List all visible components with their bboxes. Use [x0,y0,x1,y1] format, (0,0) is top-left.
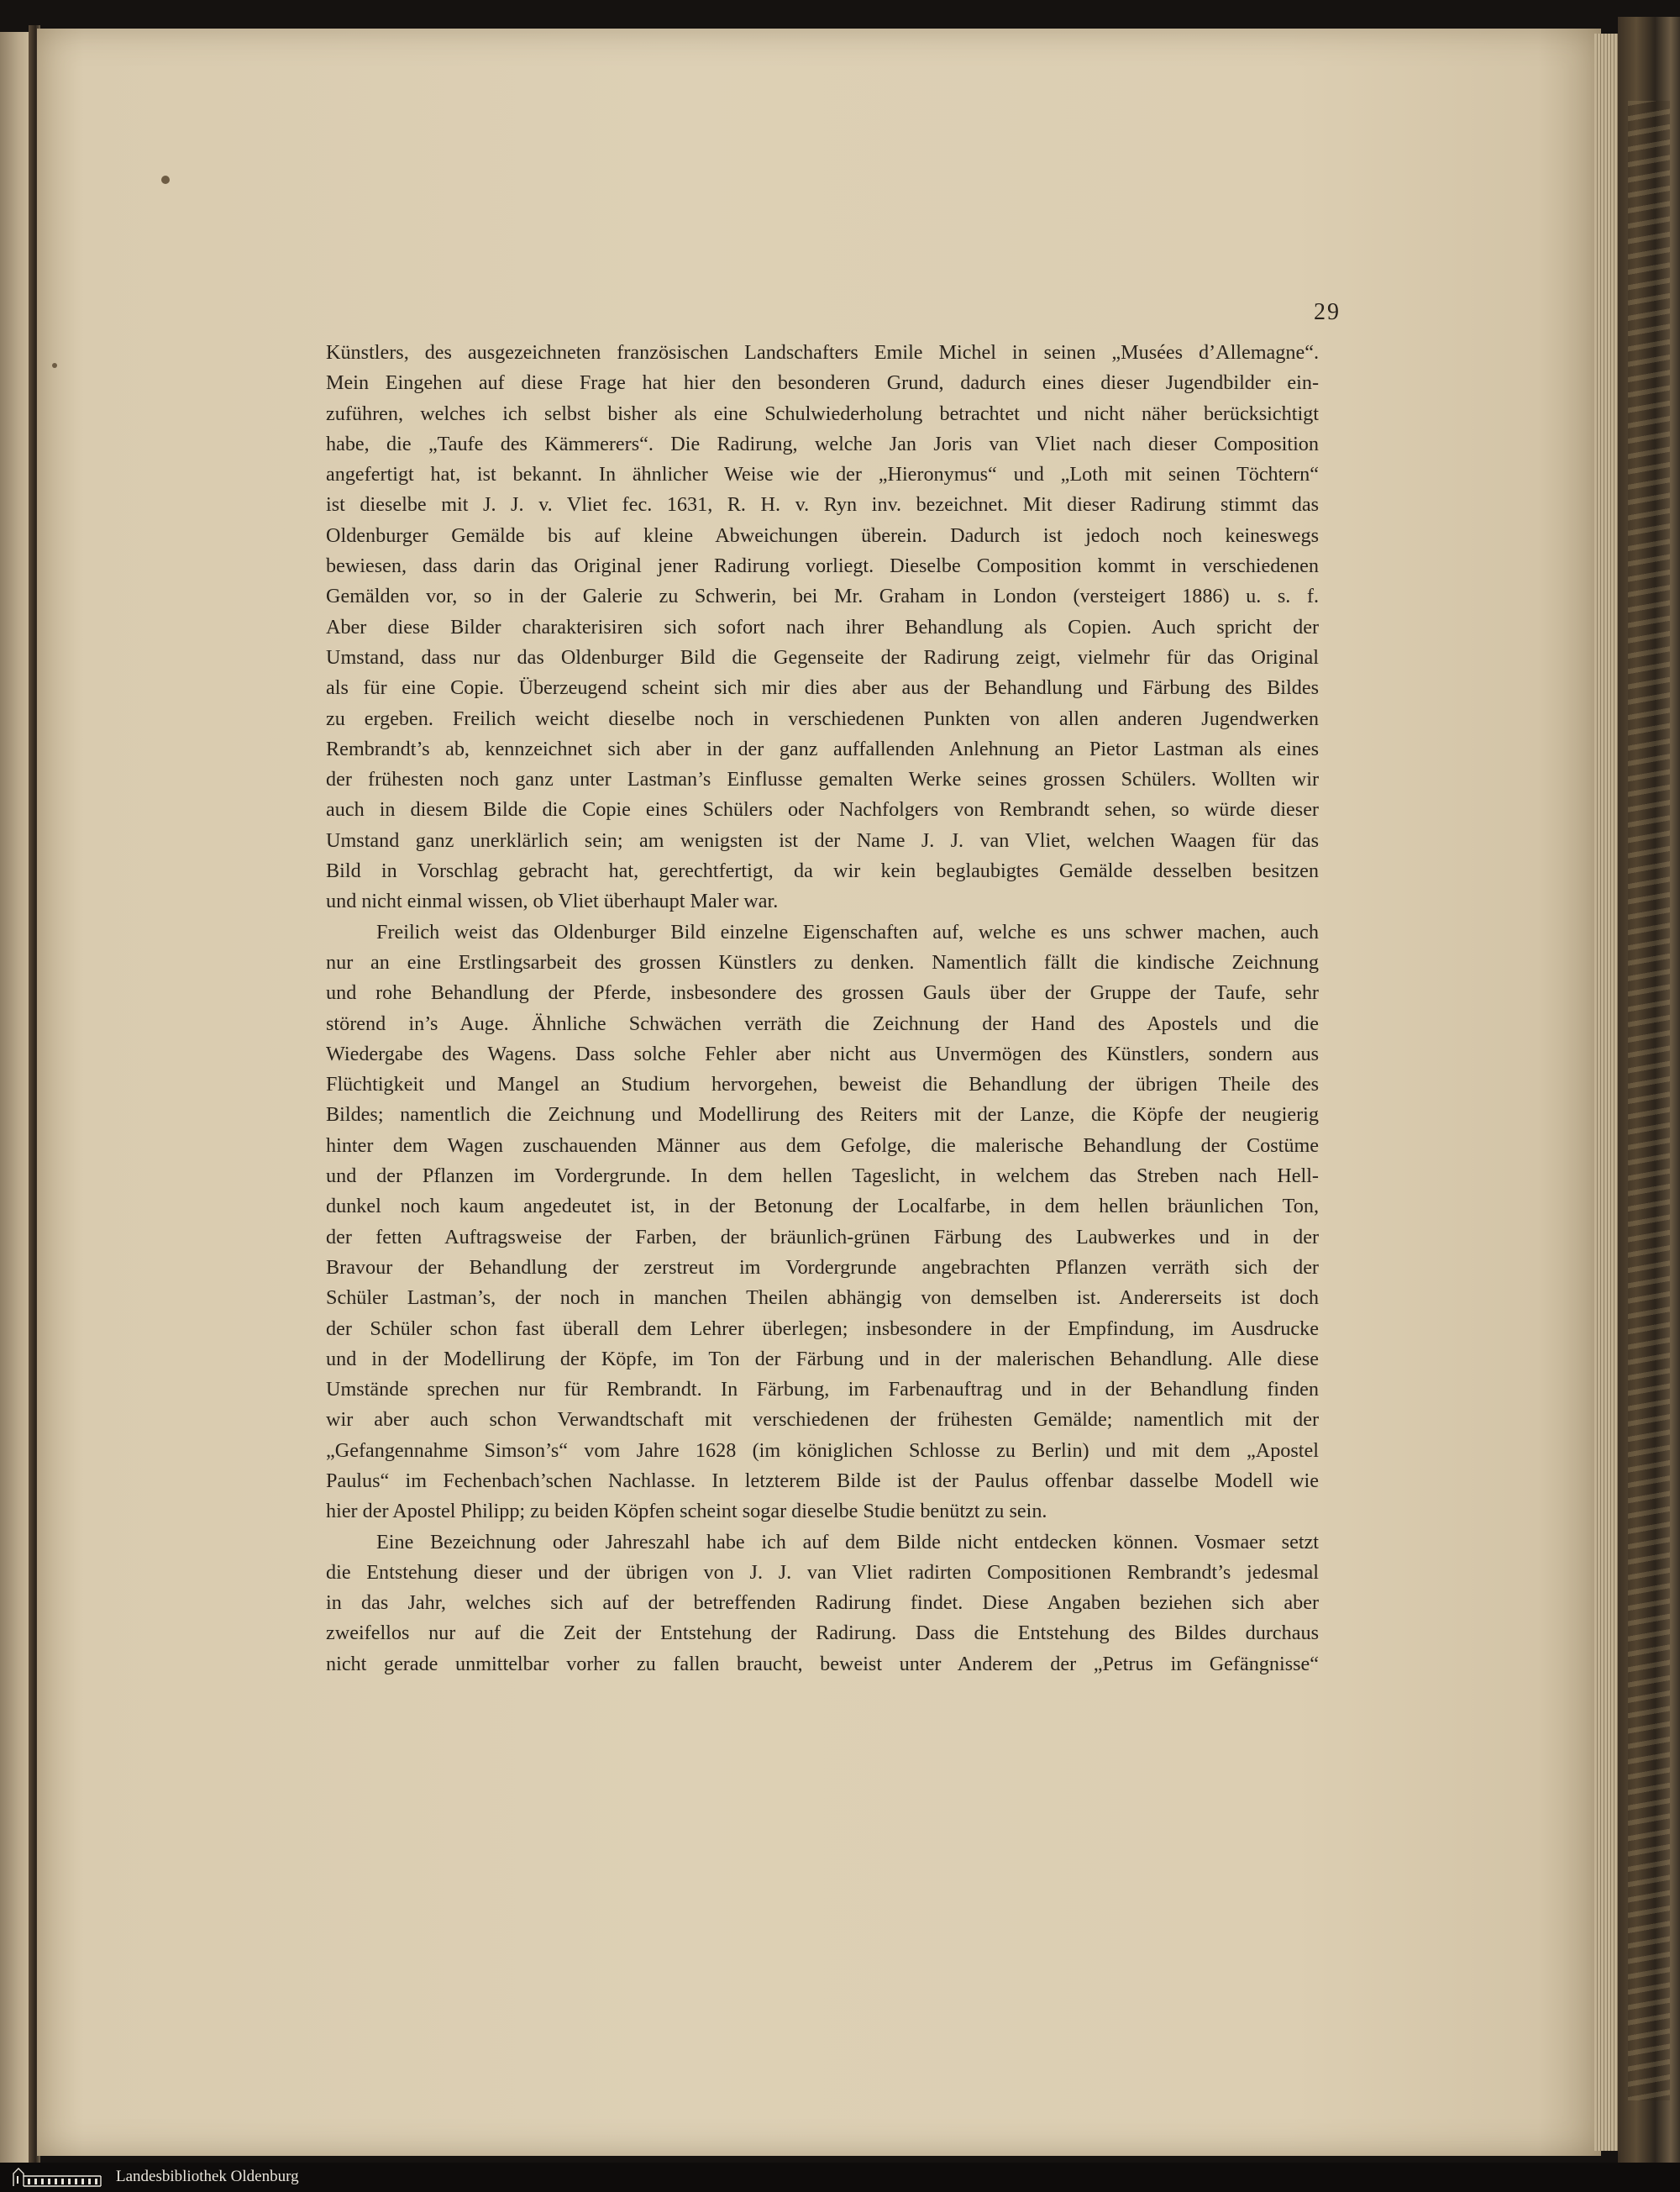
text-line: „Gefangennahme Simson’s“ vom Jahre 1628 (im königlichen Schlosse zu Berlin) und mit dem „Apostel [326,1438,1319,1462]
text-line: wir aber auch schon Verwandtschaft mit verschiedenen der frühesten Gemälde; namentlich mit der [326,1408,1319,1432]
text-line: dunkel noch kaum angedeutet ist, in der Betonung der Localfarbe, in dem hellen bräunlichen Ton, [326,1195,1319,1218]
text-line: zweifellos nur auf die Zeit der Entstehung der Radirung. Dass die Entstehung des Bildes durchaus [326,1622,1319,1645]
text-line: Umstand ganz unerklärlich sein; am wenigsten ist der Name J. J. van Vliet, welchen Waagen für das [326,828,1319,852]
text-line: Aber diese Bilder charakterisiren sich sofort nach ihrer Behandlung als Copien. Auch spricht der [326,615,1319,639]
text-line: Umstand, dass nur das Oldenburger Bild die Gegenseite der Radirung zeigt, vielmehr für das Original [326,645,1319,669]
cover-marbling [1628,101,1670,2100]
text-line: Freilich weist das Oldenburger Bild einzelne Eigenschaften auf, welche es uns schwer machen, auch [376,920,1319,944]
text-line: in das Jahr, welches sich auf der betreffenden Radirung findet. Diese Angaben beziehen sich aber [326,1591,1319,1615]
paper-spot [52,363,57,368]
text-line: ist dieselbe mit J. J. v. Vliet fec. 1631, R. H. v. Ryn inv. bezeichnet. Mit dieser Radirung stimmt das [326,493,1319,517]
body-text [326,338,1319,1679]
stacked-page-edges [1594,34,1620,2151]
text-line: störend in’s Auge. Ähnliche Schwächen verräth die Zeichnung der Hand des Apostels und die [326,1012,1319,1035]
text-line: die Entstehung dieser und der übrigen von J. J. van Vliet radirten Compositionen Rembrandt’s jedesmal [326,1560,1319,1584]
text-line: nicht gerade unmittelbar vorher zu fallen braucht, beweist unter Anderem der „Petrus im Gefängnisse“ [326,1652,1319,1675]
text-line: bewiesen, dass darin das Original jener Radirung vorliegt. Dieselbe Composition kommt in verschiedenen [326,555,1319,578]
text-line: Gemälden vor, so in der Galerie zu Schwerin, bei Mr. Graham in London (versteigert 1886) u. s. f. [326,585,1319,608]
text-line: und nicht einmal wissen, ob Vliet überhaupt Maler war. [326,890,779,913]
text-line: Oldenburger Gemälde bis auf kleine Abweichungen überein. Dadurch ist jedoch noch keineswegs [326,523,1319,547]
text-line: hier der Apostel Philipp; zu beiden Köpfen scheint sogar dieselbe Studie benützt zu sein. [326,1500,1047,1523]
library-name: Landesbibliothek Oldenburg [116,2168,299,2185]
library-footer-bar [0,2163,1680,2192]
text-line: Mein Eingehen auf diese Frage hat hier den besonderen Grund, dadurch eines dieser Jugendbilder ein- [326,371,1319,395]
text-line: Künstlers, des ausgezeichneten französischen Landschafters Emile Michel in seinen „Musées d’Allemagne“. [326,341,1319,364]
text-line: nur an eine Erstlingsarbeit des grossen Künstlers zu denken. Namentlich fällt die kindische Zeichnung [326,950,1319,974]
text-line: Bravour der Behandlung der zerstreut im Vordergrunde angebrachten Pflanzen verräth sich der [326,1255,1319,1279]
text-line: der Schüler schon fast überall dem Lehrer überlegen; insbesondere in der Empfindung, im Ausdrucke [326,1317,1319,1340]
text-line: und in der Modellirung der Köpfe, im Ton der Färbung und in der malerischen Behandlung. Alle diese [326,1347,1319,1370]
text-line: habe, die „Taufe des Kämmerers“. Die Radirung, welche Jan Joris van Vliet nach dieser Composition [326,432,1319,455]
text-line: Paulus“ im Fechenbach’schen Nachlasse. In letzterem Bilde ist der Paulus offenbar dasselbe Modell wie [326,1469,1319,1492]
text-line: Umstände sprechen nur für Rembrandt. In Färbung, im Farbenauftrag und in der Behandlung finden [326,1378,1319,1401]
text-line: als für eine Copie. Überzeugend scheint sich mir dies aber aus der Behandlung und Färbung des Bildes [326,676,1319,700]
text-line: Schüler Lastman’s, der noch in manchen Theilen abhängig von demselben ist. Andererseits ist doch [326,1286,1319,1310]
text-line: Eine Bezeichnung oder Jahreszahl habe ich auf dem Bilde nicht entdecken können. Vosmaer setzt [376,1530,1319,1553]
text-line: der fetten Auftragsweise der Farben, der bräunlich-grünen Färbung des Laubwerkes und in der [326,1225,1319,1248]
page-number: 29 [1314,299,1341,325]
text-line: Bild in Vorschlag gebracht hat, gerechtfertigt, da wir kein beglaubigtes Gemälde desselben besitzen [326,859,1319,883]
text-line: Bildes; namentlich die Zeichnung und Modellirung des Reiters mit der Lanze, die Köpfe der neugierig [326,1103,1319,1127]
text-line: zuführen, welches ich selbst bisher als eine Schulwiederholung betrachtet und nicht näher berücksichtigt [326,402,1319,425]
paper-spot [161,176,170,184]
text-line: und rohe Behandlung der Pferde, insbesondere des grossen Gauls über der Gruppe der Taufe, sehr [326,981,1319,1005]
text-line: und der Pflanzen im Vordergrunde. In dem hellen Tageslicht, in welchem das Streben nach Hell- [326,1164,1319,1188]
text-line: zu ergeben. Freilich weicht dieselbe noch in verschiedenen Punkten von allen anderen Jugendwerken [326,707,1319,730]
text-line: auch in diesem Bilde die Copie eines Schülers oder Nachfolgers von Rembrandt sehen, so würde dieser [326,798,1319,822]
text-line: angefertigt hat, ist bekannt. In ähnlicher Weise wie der „Hieronymus“ und „Loth mit seinen Töchtern“ [326,463,1319,486]
text-line: Rembrandt’s ab, kennzeichnet sich aber in der ganz auffallenden Anlehnung an Pietor Lastman als eines [326,737,1319,760]
text-line: Wiedergabe des Wagens. Dass solche Fehler aber nicht aus Unvermögen des Künstlers, sondern aus [326,1042,1319,1065]
text-line: der frühesten noch ganz unter Lastman’s Einflusse gemalten Werke seines grossen Schülers. Wollten wir [326,768,1319,791]
text-line: hinter dem Wagen zuschauenden Männer aus dem Gefolge, die malerische Behandlung der Costüme [326,1133,1319,1157]
library-building-icon [10,2166,104,2188]
text-line: Flüchtigkeit und Mangel an Studium hervorgehen, beweist die Behandlung der übrigen Theile des [326,1073,1319,1096]
